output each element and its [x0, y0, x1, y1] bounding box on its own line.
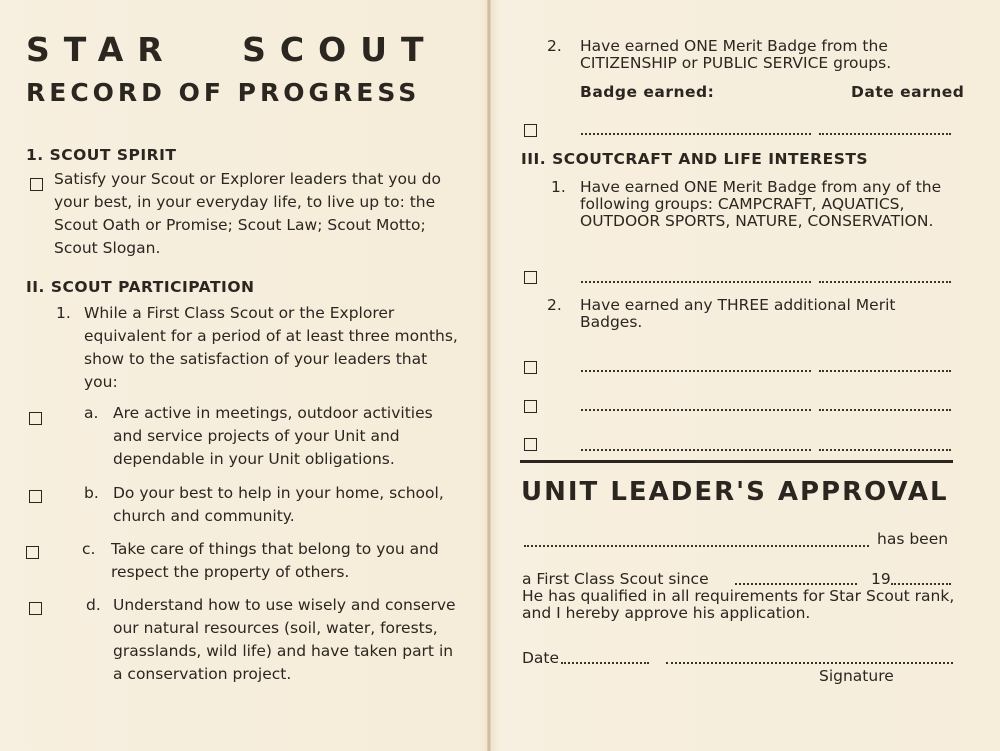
section-scout-spirit-heading: 1. SCOUT SPIRIT — [26, 146, 177, 164]
participation-a-letter: a. — [84, 404, 99, 422]
participation-item1-number: 1. — [56, 304, 71, 322]
first-class-since-text: a First Class Scout since — [522, 570, 709, 588]
additional-badge-1-line[interactable] — [581, 370, 811, 372]
year-line[interactable] — [891, 583, 951, 585]
additional-date-2-line[interactable] — [819, 409, 951, 411]
checkbox-participation-c[interactable] — [26, 546, 39, 559]
approval-statement: He has qualified in all requirements for Star Scout rank, and I hereby approve his application. — [522, 587, 955, 622]
participation-item1-text: While a First Class Scout or the Explorer equivalent for a period of at least three months, show to the satisfaction of your leaders that you: — [84, 304, 458, 391]
left-panel — [0, 0, 487, 751]
scoutcraft-item1-text: Have earned ONE Merit Badge from any of the following groups: CAMPCRAFT, AQUATICS, OUTDOOR SPORTS, NATURE, CONSERVATION. — [580, 178, 942, 230]
section-divider — [520, 460, 953, 463]
year-prefix: 19 — [871, 570, 891, 588]
title-star-scout: STAR SCOUT — [26, 30, 438, 69]
additional-badge-2-line[interactable] — [581, 409, 811, 411]
badge-earned-label: Badge earned: — [580, 83, 715, 101]
right-panel — [491, 0, 1000, 751]
checkbox-additional-badge-1[interactable] — [524, 361, 537, 374]
has-been-text: has been — [877, 530, 949, 548]
checkbox-scout-spirit[interactable] — [30, 178, 43, 191]
participation-b-letter: b. — [84, 484, 99, 502]
first-class-date-line[interactable] — [735, 583, 857, 585]
scoutcraft-date-line[interactable] — [819, 281, 951, 283]
checkbox-additional-badge-2[interactable] — [524, 400, 537, 413]
participation-item2-text: Have earned ONE Merit Badge from the CITIZENSHIP or PUBLIC SERVICE groups. — [580, 37, 892, 72]
checkbox-participation-b[interactable] — [29, 490, 42, 503]
checkbox-citizenship-badge[interactable] — [524, 124, 537, 137]
scoutcraft-item1-number: 1. — [551, 178, 566, 196]
date-label: Date — [522, 649, 560, 667]
date-earned-label: Date earned — [851, 83, 965, 101]
participation-d-text: Understand how to use wisely and conserve our natural resources (soil, water, forests, grasslands, wild life) and have taken part in a conservation project. — [113, 596, 456, 683]
signature-line[interactable] — [666, 662, 953, 664]
participation-a-text: Are active in meetings, outdoor activities and service projects of your Unit and dependable in your Unit obligations. — [113, 404, 433, 468]
participation-item2-number: 2. — [547, 37, 562, 55]
unit-leader-approval-heading: UNIT LEADER'S APPROVAL — [521, 477, 949, 507]
participation-c-letter: c. — [82, 540, 96, 558]
badge-earned-line[interactable] — [581, 133, 811, 135]
section-scoutcraft-heading: III. SCOUTCRAFT AND LIFE INTERESTS — [521, 150, 869, 168]
date-earned-line[interactable] — [819, 133, 951, 135]
scoutcraft-item2-number: 2. — [547, 296, 562, 314]
scout-name-line[interactable] — [524, 545, 869, 547]
signature-label: Signature — [819, 667, 894, 685]
participation-c-text: Take care of things that belong to you and respect the property of others. — [111, 540, 439, 581]
participation-d-letter: d. — [86, 596, 101, 614]
scoutcraft-badge-line[interactable] — [581, 281, 811, 283]
checkbox-participation-a[interactable] — [29, 412, 42, 425]
checkbox-scoutcraft-badge[interactable] — [524, 271, 537, 284]
approval-date-line[interactable] — [561, 662, 649, 664]
checkbox-additional-badge-3[interactable] — [524, 438, 537, 451]
checkbox-participation-d[interactable] — [29, 602, 42, 615]
scout-spirit-text: Satisfy your Scout or Explorer leaders that you do your best, in your everyday life, to live up to: the Scout Oath or Promise; Scout Law; Scout Motto; Scout Slogan. — [54, 170, 442, 257]
additional-badge-3-line[interactable] — [581, 449, 811, 451]
participation-b-text: Do your best to help in your home, school, church and community. — [113, 484, 444, 525]
additional-date-1-line[interactable] — [819, 370, 951, 372]
scoutcraft-item2-text: Have earned any THREE additional Merit Badges. — [580, 296, 896, 331]
additional-date-3-line[interactable] — [819, 449, 951, 451]
section-scout-participation-heading: II. SCOUT PARTICIPATION — [26, 278, 255, 296]
title-record-of-progress: RECORD OF PROGRESS — [26, 78, 421, 107]
